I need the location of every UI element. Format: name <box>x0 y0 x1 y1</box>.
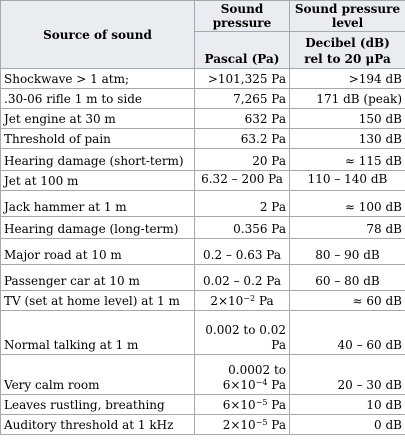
pascal-base: 6×10 <box>222 378 256 392</box>
source-cell: Hearing damage (long-term) <box>1 217 195 239</box>
pascal-base: 2×10 <box>222 418 256 432</box>
table-row <box>1 69 405 89</box>
decibel-cell: ≈ 100 dB <box>290 191 405 217</box>
pascal-unit: Pa <box>255 294 274 308</box>
source-cell: Very calm room <box>1 355 195 395</box>
pascal-cell: 0.356 Pa <box>195 217 290 239</box>
pascal-cell <box>195 395 290 415</box>
table-row <box>1 109 405 129</box>
pascal-cell: 2 Pa <box>195 191 290 217</box>
pascal-line1: 0.0002 to <box>228 363 286 377</box>
decibel-cell: 80 – 90 dB <box>290 239 405 265</box>
table-row <box>1 129 405 149</box>
source-cell: .30-06 rifle 1 m to side <box>1 89 195 109</box>
pascal-cell <box>195 415 290 435</box>
pascal-line2 <box>198 378 286 393</box>
header-pressure-unit: Pascal (Pa) <box>195 32 290 69</box>
source-cell: Auditory threshold at 1 kHz <box>1 415 195 435</box>
header-pressure: Sound pressure <box>195 1 290 32</box>
pascal-cell: 632 Pa <box>195 109 290 129</box>
source-cell: Passenger car at 10 m <box>1 265 195 291</box>
table-row <box>1 191 405 217</box>
pascal-unit: Pa <box>267 378 286 392</box>
pascal-cell <box>195 311 290 355</box>
header-level-unit <box>290 32 405 69</box>
header-level: Sound pressure level <box>290 1 405 32</box>
source-cell: Major road at 10 m <box>1 239 195 265</box>
pascal-line1: 0.002 to 0.02 <box>205 323 286 337</box>
header-row <box>1 1 405 32</box>
pascal-exponent: −5 <box>255 398 268 407</box>
pascal-cell: 0.02 – 0.2 Pa <box>195 265 290 291</box>
decibel-cell: 20 – 30 dB <box>290 355 405 395</box>
header-level-unit-line2: rel to 20 μPa <box>304 52 391 66</box>
header-source: Source of sound <box>1 1 195 69</box>
pascal-cell: 20 Pa <box>195 149 290 171</box>
source-cell: Hearing damage (short-term) <box>1 149 195 171</box>
source-cell: Leaves rustling, breathing <box>1 395 195 415</box>
table-row <box>1 89 405 109</box>
decibel-cell: ≈ 60 dB <box>290 291 405 311</box>
decibel-cell: 0 dB <box>290 415 405 435</box>
pascal-cell: >101,325 Pa <box>195 69 290 89</box>
table-row <box>1 311 405 355</box>
decibel-cell: 150 dB <box>290 109 405 129</box>
decibel-cell: 60 – 80 dB <box>290 265 405 291</box>
pascal-cell: 63.2 Pa <box>195 129 290 149</box>
table-row <box>1 149 405 171</box>
source-cell: Threshold of pain <box>1 129 195 149</box>
table-row <box>1 217 405 239</box>
pascal-base: 2×10 <box>210 294 244 308</box>
decibel-cell: 10 dB <box>290 395 405 415</box>
table-row <box>1 395 405 415</box>
source-cell: Normal talking at 1 m <box>1 311 195 355</box>
source-cell: Shockwave > 1 atm; <box>1 69 195 89</box>
pascal-exponent: −4 <box>255 378 268 387</box>
source-cell: Jet engine at 30 m <box>1 109 195 129</box>
pascal-unit: Pa <box>267 418 286 432</box>
source-cell: TV (set at home level) at 1 m <box>1 291 195 311</box>
table-row <box>1 265 405 291</box>
pascal-line2: Pa <box>271 338 286 352</box>
pascal-cell <box>195 291 290 311</box>
table-row <box>1 291 405 311</box>
decibel-cell: 40 – 60 dB <box>290 311 405 355</box>
pascal-unit: Pa <box>267 398 286 412</box>
pascal-cell <box>195 355 290 395</box>
pascal-cell: 0.2 – 0.63 Pa <box>195 239 290 265</box>
decibel-cell: 171 dB (peak) <box>290 89 405 109</box>
decibel-cell: 110 – 140 dB <box>290 171 405 191</box>
pascal-cell: 6.32 – 200 Pa <box>195 171 290 191</box>
pascal-exponent: −5 <box>255 418 268 427</box>
table-row <box>1 355 405 395</box>
decibel-cell: 78 dB <box>290 217 405 239</box>
source-cell: Jet at 100 m <box>1 171 195 191</box>
decibel-cell: ≈ 115 dB <box>290 149 405 171</box>
pascal-exponent: −2 <box>243 294 256 303</box>
header-level-unit-line1: Decibel (dB) <box>305 36 390 50</box>
table-row <box>1 415 405 435</box>
table-row <box>1 171 405 191</box>
decibel-cell: >194 dB <box>290 69 405 89</box>
pascal-base: 6×10 <box>222 398 256 412</box>
pascal-cell: 7,265 Pa <box>195 89 290 109</box>
source-cell: Jack hammer at 1 m <box>1 191 195 217</box>
table-row <box>1 239 405 265</box>
decibel-cell: 130 dB <box>290 129 405 149</box>
